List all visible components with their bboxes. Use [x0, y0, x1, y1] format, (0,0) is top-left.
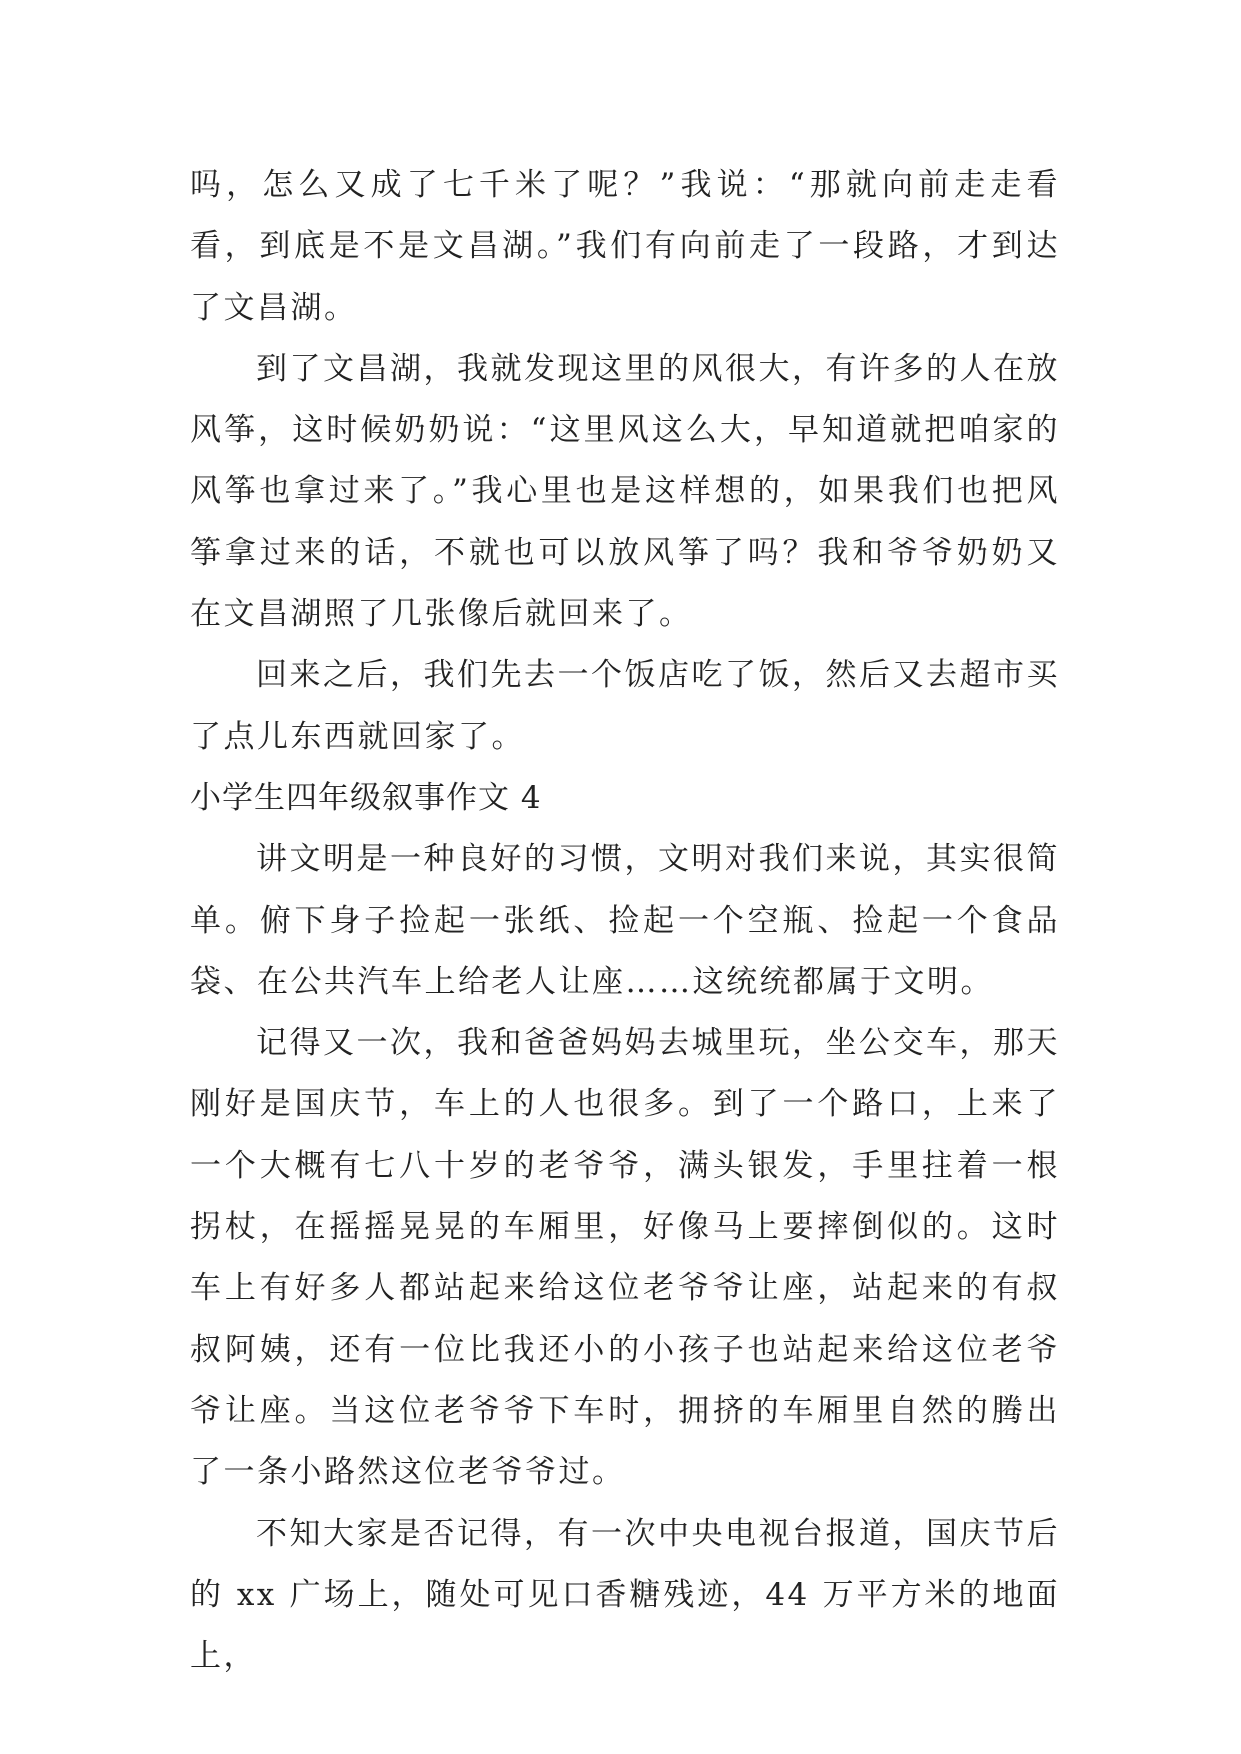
section-heading: 小学生四年级叙事作文 4	[190, 779, 542, 816]
paragraph-1: 吗，怎么又成了七千米了呢？”我说：“那就向前走走看看，到底是不是文昌湖。”我们有向前走了一段路，才到达了文昌湖。	[190, 167, 1060, 326]
paragraph-4: 讲文明是一种良好的习惯，文明对我们来说，其实很简单。俯下身子捡起一张纸、捡起一个空瓶、捡起一个食品袋、在公共汽车上给老人让座……这统统都属于文明。	[190, 841, 1060, 1000]
paragraph-3: 回来之后，我们先去一个饭店吃了饭，然后又去超市买了点儿东西就回家了。	[190, 657, 1060, 755]
document-body	[190, 155, 1060, 1687]
paragraph-6: 不知大家是否记得，有一次中央电视台报道，国庆节后的 xx 广场上，随处可见口香糖残迹，44 万平方米的地面上，	[190, 1515, 1060, 1675]
paragraph-2: 到了文昌湖，我就发现这里的风很大，有许多的人在放风筝，这时候奶奶说：“这里风这么大，早知道就把咱家的风筝也拿过来了。”我心里也是这样想的，如果我们也把风筝拿过来的话，不就也可以放风筝了吗？我和爷爷奶奶又在文昌湖照了几张像后就回来了。	[190, 350, 1060, 633]
paragraph-5: 记得又一次，我和爸爸妈妈去城里玩，坐公交车，那天刚好是国庆节，车上的人也很多。到了一个路口，上来了一个大概有七八十岁的老爷爷，满头银发，手里拄着一根拐杖，在摇摇晃晃的车厢里，好像马上要摔倒似的。这时车上有好多人都站起来给这位老爷爷让座，站起来的有叔叔阿姨，还有一位比我还小的小孩子也站起来给这位老爷爷让座。当这位老爷爷下车时，拥挤的车厢里自然的腾出了一条小路然这位老爷爷过。	[190, 1025, 1060, 1491]
